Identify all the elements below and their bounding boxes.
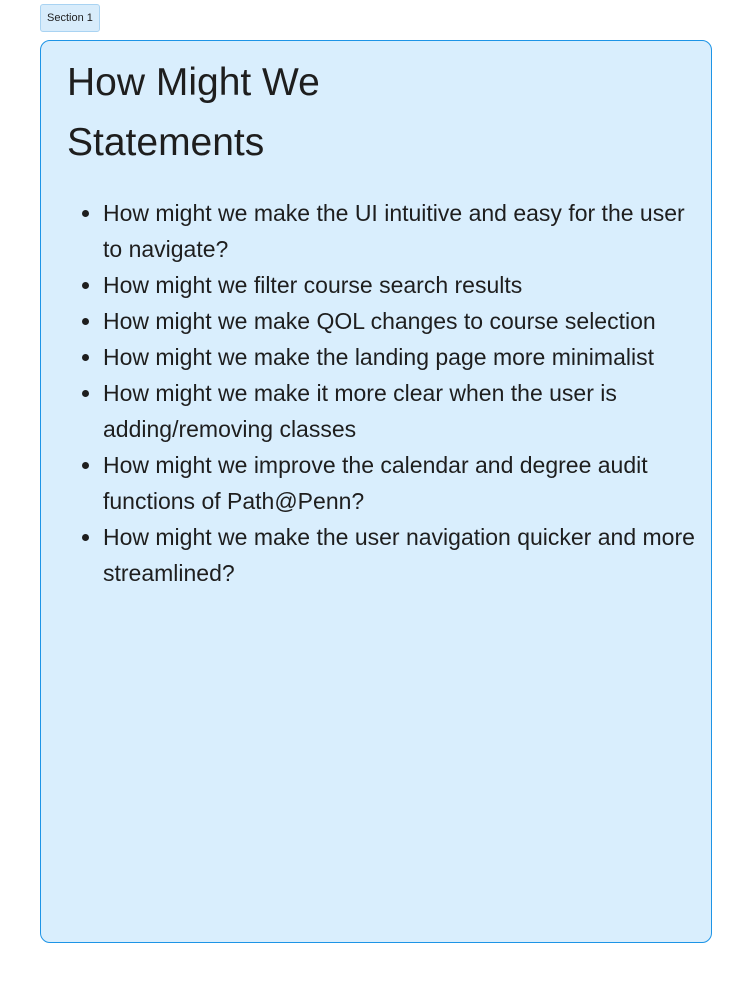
statement-text: How might we make the landing page more minimalist <box>103 344 654 370</box>
statement-text: How might we make the user navigation quicker and more streamlined? <box>103 524 695 586</box>
card-title: How Might We Statements <box>67 61 320 164</box>
statement-text: How might we make it more clear when the user is adding/removing classes <box>103 380 617 442</box>
list-item <box>103 375 703 447</box>
section-card[interactable] <box>40 40 712 943</box>
statement-text: How might we make the UI intuitive and easy for the user to navigate? <box>103 200 685 262</box>
list-item <box>103 195 703 267</box>
bullet-icon <box>82 354 89 361</box>
statement-text: How might we filter course search results <box>103 272 523 298</box>
statement-list <box>67 195 703 591</box>
list-item <box>103 519 703 591</box>
statement-text: How might we improve the calendar and degree audit functions of Path@Penn? <box>103 452 648 514</box>
statement-text: How might we make QOL changes to course selection <box>103 308 656 334</box>
bullet-icon <box>82 282 89 289</box>
bullet-icon <box>82 318 89 325</box>
bullet-icon <box>82 210 89 217</box>
list-item <box>103 447 703 519</box>
list-item <box>103 339 703 375</box>
bullet-icon <box>82 390 89 397</box>
section-label[interactable]: Section 1 <box>40 4 100 32</box>
bullet-icon <box>82 462 89 469</box>
bullet-icon <box>82 534 89 541</box>
list-item <box>103 303 703 339</box>
list-item <box>103 267 703 303</box>
